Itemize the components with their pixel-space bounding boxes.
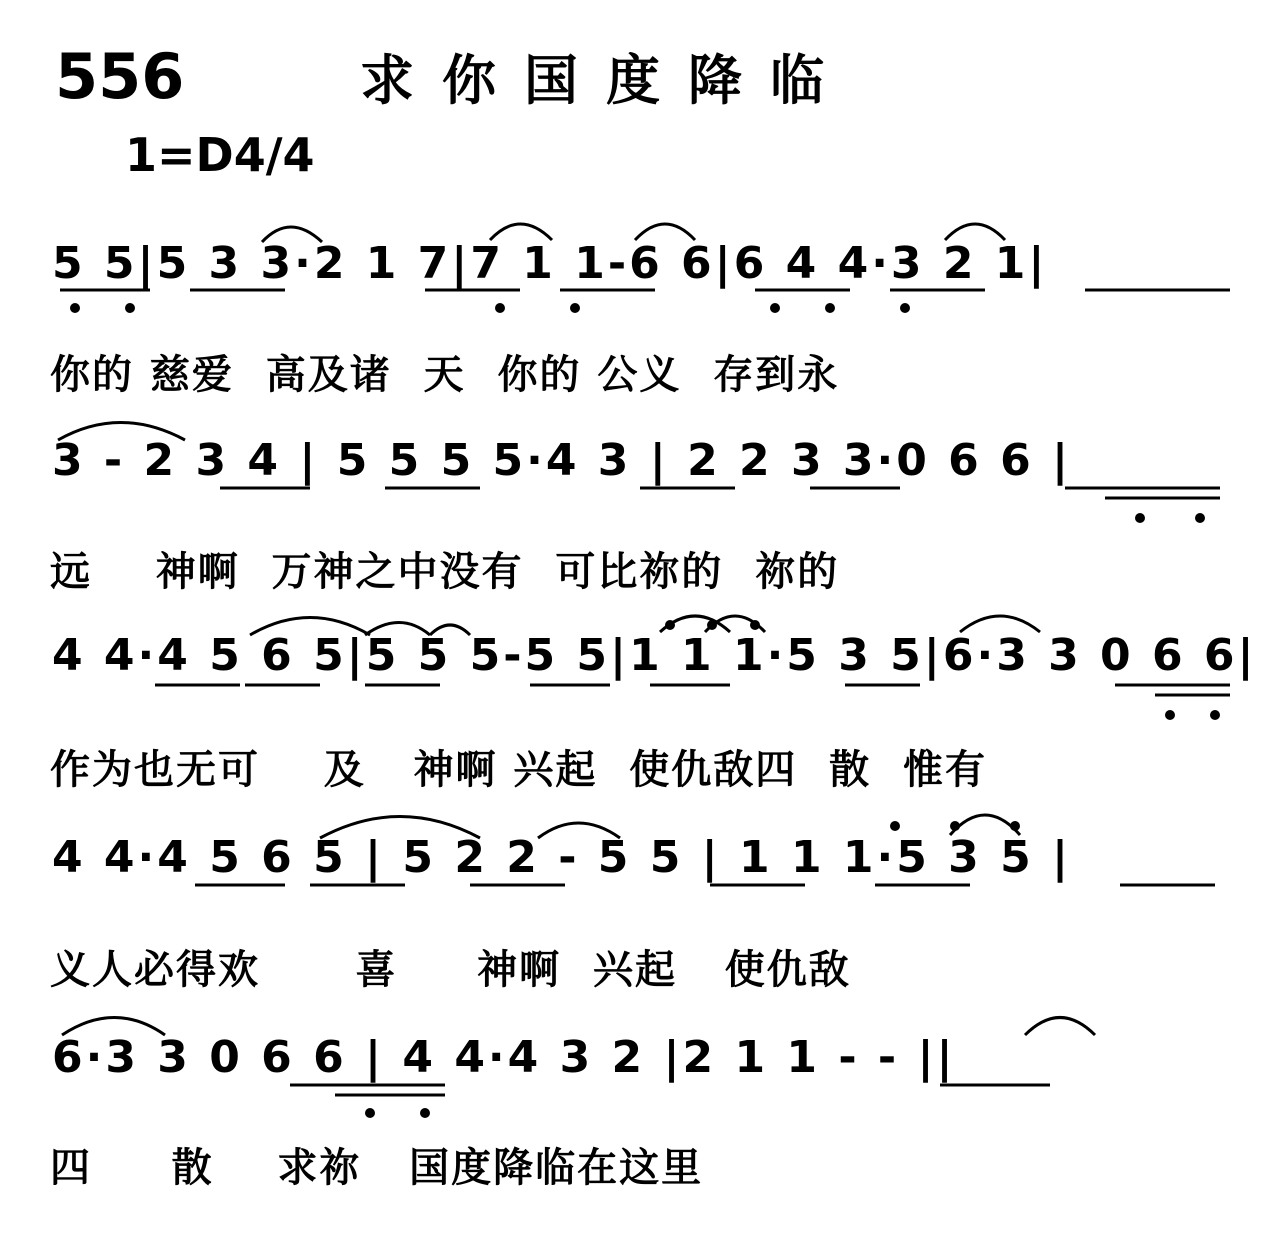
lyrics-line-5: 四 散 求祢 国度降临在这里 (50, 1145, 704, 1191)
notation-line-5: 6·3 3 0 6 6 | 4 4·4 3 2 |2 1 1 - - || (52, 1032, 956, 1083)
slur (320, 817, 480, 839)
slur (960, 616, 1040, 632)
slur (250, 618, 370, 636)
high-octave-dot (750, 620, 760, 630)
high-octave-dot (707, 620, 717, 630)
notation-line-2: 3 - 2 3 4 | 5 5 5 5·4 3 | 2 2 3 3·0 6 6 | (52, 435, 1072, 486)
notation-line-3: 4 4·4 5 6 5|5 5 5-5 5|1 1 1·5 3 5|6·3 3 0 6 6| (52, 630, 1257, 681)
low-octave-dot (495, 303, 505, 313)
slur (538, 823, 620, 838)
lyrics-line-3: 作为也无可 及 神啊 兴起 使仇敌四 散 惟有 (50, 747, 987, 793)
low-octave-dot (570, 303, 580, 313)
hymn-number: 556 (55, 40, 185, 113)
low-octave-dot (1165, 710, 1175, 720)
low-octave-dot (125, 303, 135, 313)
lyrics-line-2: 远 神啊 万神之中没有 可比祢的 祢的 (50, 549, 840, 595)
low-octave-dot (900, 303, 910, 313)
low-octave-dot (365, 1108, 375, 1118)
slur (490, 224, 552, 240)
notation-line-4: 4 4·4 5 6 5 | 5 2 2 - 5 5 | 1 1 1·5 3 5 | (52, 832, 1072, 883)
slur (365, 623, 430, 636)
low-octave-dot (70, 303, 80, 313)
low-octave-dot (825, 303, 835, 313)
lyrics-line-4: 义人必得欢 喜 神啊 兴起 使仇敌 (50, 947, 851, 993)
low-octave-dot (1195, 513, 1205, 523)
low-octave-dot (1210, 710, 1220, 720)
key-signature: 1=D4/4 (125, 128, 315, 182)
slur (950, 815, 1020, 835)
high-octave-dot (1010, 821, 1020, 831)
low-octave-dot (1135, 513, 1145, 523)
high-octave-dot (890, 821, 900, 831)
high-octave-dot (950, 821, 960, 831)
slur (635, 224, 695, 240)
low-octave-dot (770, 303, 780, 313)
slur (945, 224, 1005, 240)
slur (430, 625, 470, 635)
slur (62, 1018, 165, 1036)
low-octave-dot (420, 1108, 430, 1118)
slur (58, 423, 185, 441)
hymn-title: 求你国度降临 (360, 49, 852, 112)
high-octave-dot (665, 620, 675, 630)
slur (1025, 1018, 1095, 1036)
lyrics-line-1: 你的 慈爱 高及诸 天 你的 公义 存到永 (50, 352, 840, 398)
slur (262, 227, 322, 242)
notation-line-1: 5 5|5 3 3·2 1 7|7 1 1-6 6|6 4 4·3 2 1| (52, 238, 1048, 289)
